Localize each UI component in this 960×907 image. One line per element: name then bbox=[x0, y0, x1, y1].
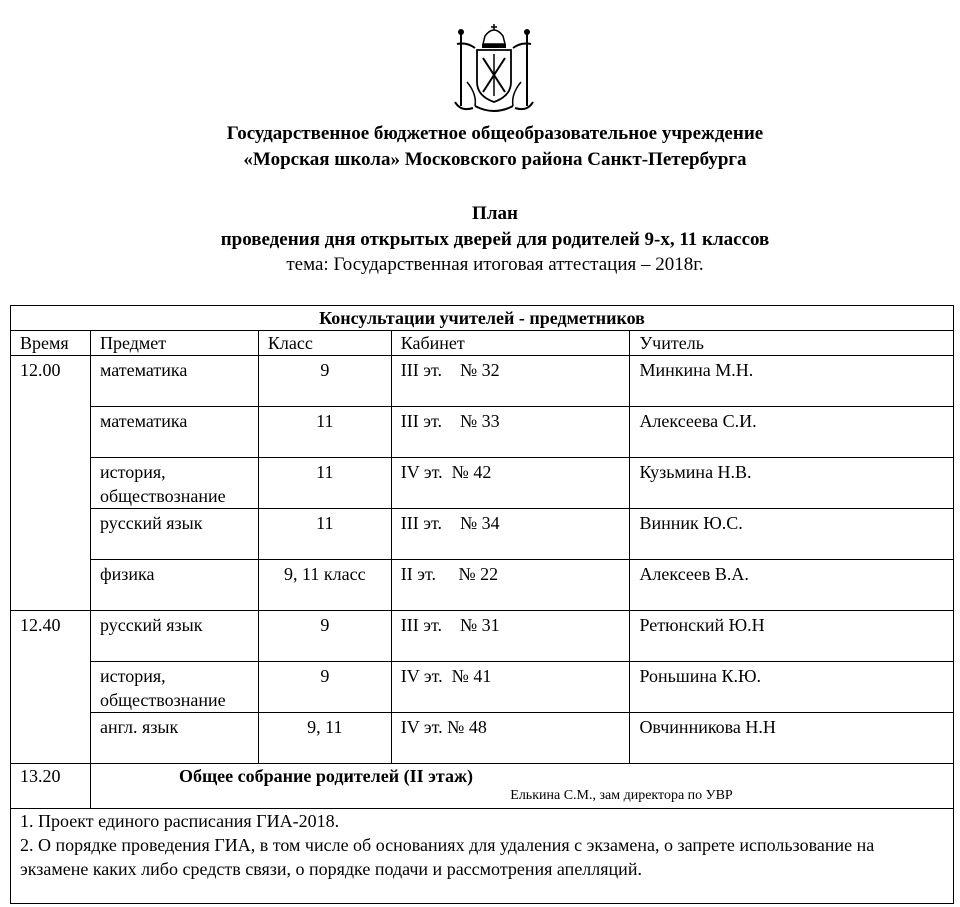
subject-cell: русский язык bbox=[90, 509, 258, 560]
teacher-cell: Ретюнский Ю.Н bbox=[630, 611, 954, 662]
column-header-room: Кабинет bbox=[391, 331, 630, 356]
room-cell: III эт. № 33 bbox=[391, 407, 630, 458]
agenda-item-1: 1. Проект единого расписания ГИА-2018. bbox=[20, 811, 340, 831]
plan-title: План bbox=[472, 203, 518, 224]
school-name-line2: «Морская школа» Московского района Санкт-Петербурга bbox=[243, 149, 747, 170]
teacher-cell: Винник Ю.С. bbox=[630, 509, 954, 560]
meeting-time: 13.20 bbox=[11, 764, 91, 809]
consultation-table bbox=[10, 305, 954, 904]
subject-cell: русский язык bbox=[90, 611, 258, 662]
room-cell: IV эт. № 48 bbox=[391, 713, 630, 764]
subject-cell: математика bbox=[90, 407, 258, 458]
agenda-item-2: 2. О порядке проведения ГИА, в том числе об основаниях для удаления с экзамена, о запрете использование на экзамене каких либо средств связи, о порядке подачи и рассмотрения апелляций. bbox=[20, 835, 875, 879]
teacher-cell: Алексеева С.И. bbox=[630, 407, 954, 458]
table-row bbox=[11, 662, 954, 713]
meeting-cell bbox=[90, 764, 953, 809]
class-cell: 11 bbox=[258, 458, 391, 509]
teacher-cell: Кузьмина Н.В. bbox=[630, 458, 954, 509]
notes-row bbox=[11, 809, 954, 904]
table-title-row bbox=[11, 306, 954, 331]
time-cell: 12.40 bbox=[11, 611, 91, 662]
teacher-cell: Алексеев В.А. bbox=[630, 560, 954, 611]
class-cell: 9 bbox=[258, 662, 391, 713]
class-cell: 9, 11 класс bbox=[258, 560, 391, 611]
teacher-cell: Минкина М.Н. bbox=[630, 356, 954, 407]
class-cell: 9 bbox=[258, 356, 391, 407]
time-cell bbox=[11, 713, 91, 764]
plan-topic: тема: Государственная итоговая аттестация – 2018г. bbox=[286, 254, 704, 275]
column-header-teacher: Учитель bbox=[630, 331, 954, 356]
table-row bbox=[11, 407, 954, 458]
column-header-time: Время bbox=[11, 331, 91, 356]
table-row bbox=[11, 509, 954, 560]
table-row bbox=[11, 458, 954, 509]
subject-cell: физика bbox=[90, 560, 258, 611]
column-header-subject: Предмет bbox=[90, 331, 258, 356]
saint-petersburg-coat-of-arms-icon bbox=[447, 22, 541, 118]
subject-cell: математика bbox=[90, 356, 258, 407]
table-title: Консультации учителей - предметников bbox=[11, 306, 954, 331]
table-row bbox=[11, 713, 954, 764]
meeting-speaker: Елькина С.М., зам директора по УВР bbox=[510, 788, 733, 803]
table-row bbox=[11, 356, 954, 407]
time-cell bbox=[11, 662, 91, 713]
class-cell: 9, 11 bbox=[258, 713, 391, 764]
room-cell: III эт. № 31 bbox=[391, 611, 630, 662]
class-cell: 11 bbox=[258, 509, 391, 560]
time-cell bbox=[11, 407, 91, 458]
subject-cell: история, обществознание bbox=[90, 458, 258, 509]
teacher-cell: Роньшина К.Ю. bbox=[630, 662, 954, 713]
room-cell: III эт. № 34 bbox=[391, 509, 630, 560]
column-header-class: Класс bbox=[258, 331, 391, 356]
meeting-row bbox=[11, 764, 954, 809]
subject-cell: история, обществознание bbox=[90, 662, 258, 713]
school-name-line1: Государственное бюджетное общеобразовательное учреждение bbox=[226, 123, 764, 144]
time-cell: 12.00 bbox=[11, 356, 91, 407]
time-cell bbox=[11, 509, 91, 560]
class-cell: 11 bbox=[258, 407, 391, 458]
room-cell: IV эт. № 42 bbox=[391, 458, 630, 509]
table-row bbox=[11, 611, 954, 662]
table-header-row bbox=[11, 331, 954, 356]
teacher-cell: Овчинникова Н.Н bbox=[630, 713, 954, 764]
room-cell: IV эт. № 41 bbox=[391, 662, 630, 713]
meeting-title: Общее собрание родителей (II этаж) bbox=[178, 766, 474, 786]
time-cell bbox=[11, 458, 91, 509]
plan-subtitle: проведения дня открытых дверей для родителей 9-х, 11 классов bbox=[220, 229, 770, 250]
time-cell bbox=[11, 560, 91, 611]
room-cell: III эт. № 32 bbox=[391, 356, 630, 407]
notes-cell bbox=[11, 809, 954, 904]
subject-cell: англ. язык bbox=[90, 713, 258, 764]
room-cell: II эт. № 22 bbox=[391, 560, 630, 611]
class-cell: 9 bbox=[258, 611, 391, 662]
table-row bbox=[11, 560, 954, 611]
